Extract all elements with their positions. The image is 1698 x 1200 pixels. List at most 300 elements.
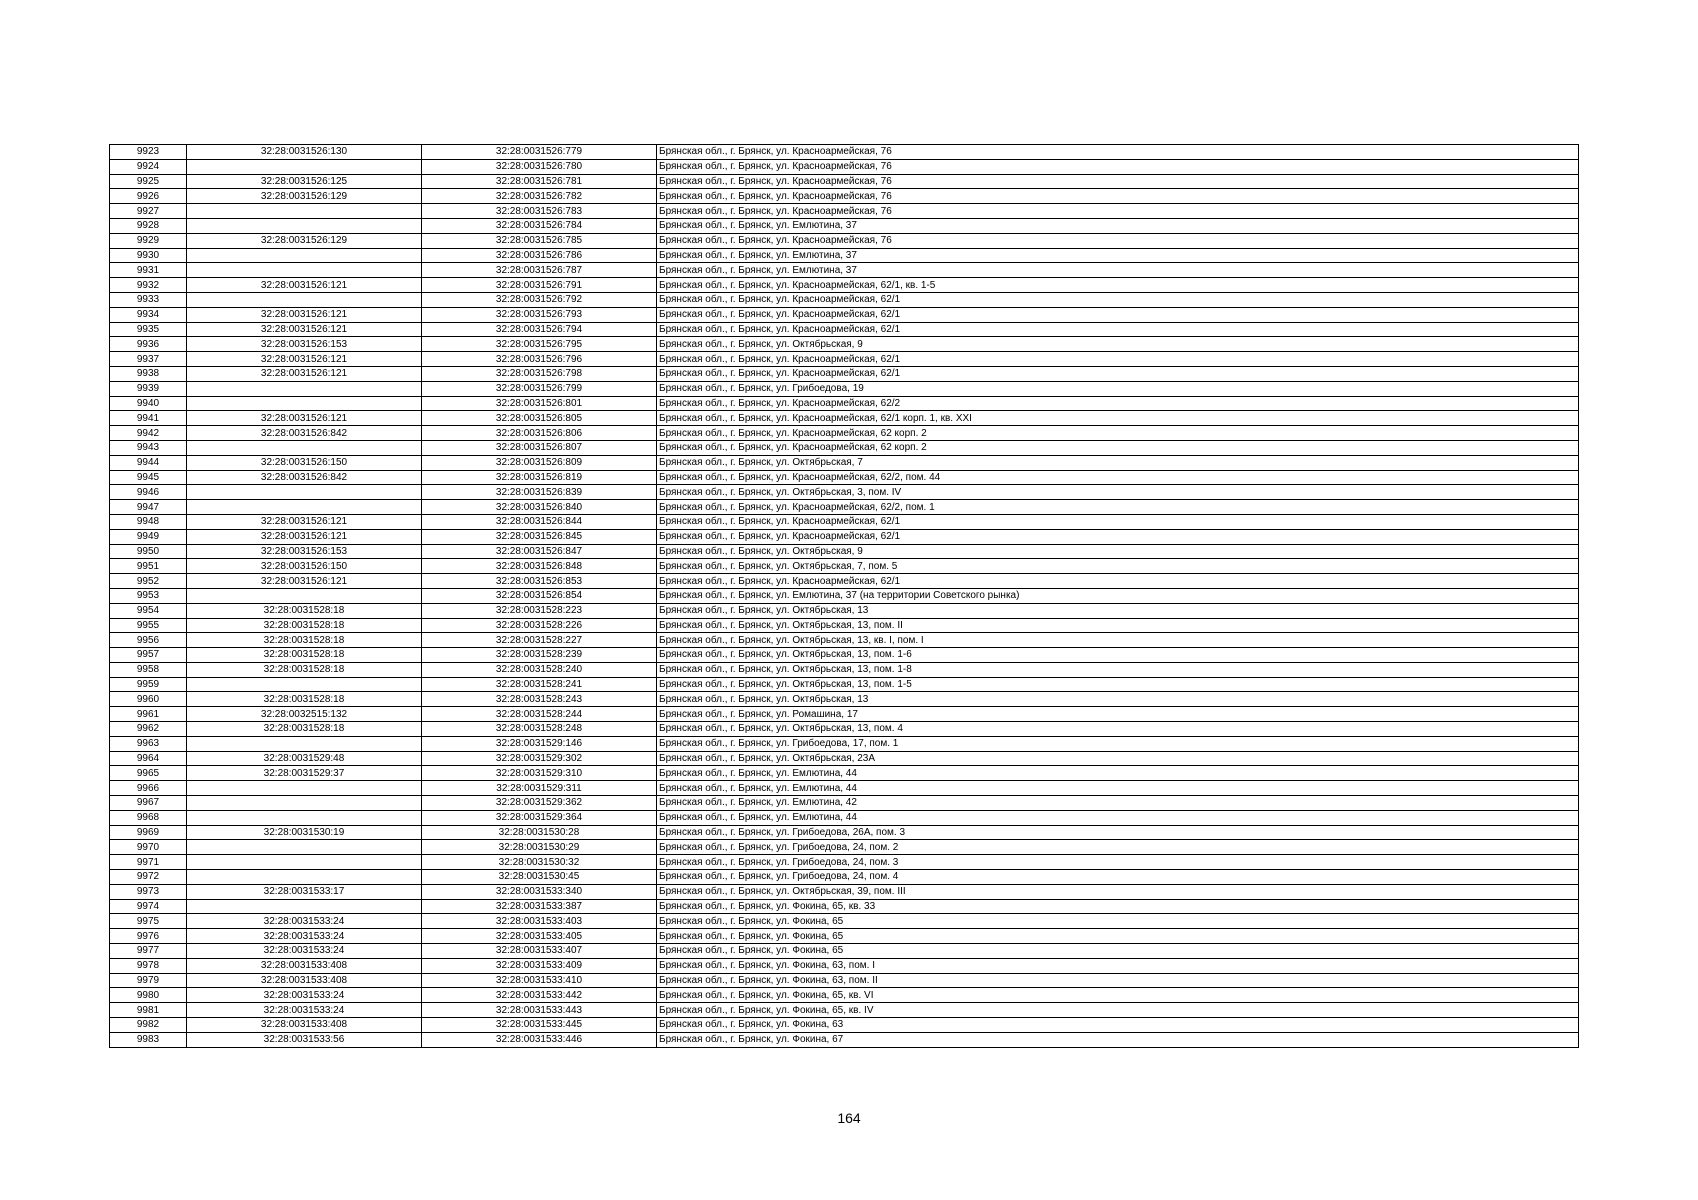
address-cell: Брянская обл., г. Брянск, ул. Емлютина, 44 xyxy=(657,766,1579,781)
row-number-cell: 9950 xyxy=(110,544,187,559)
parent-cadastral-number-cell: 32:28:0031526:121 xyxy=(187,322,422,337)
address-cell: Брянская обл., г. Брянск, ул. Красноармейская, 76 xyxy=(657,145,1579,160)
parent-cadastral-number-cell: 32:28:0031533:56 xyxy=(187,1032,422,1047)
table-row xyxy=(110,381,1579,396)
parent-cadastral-number-cell: 32:28:0031533:24 xyxy=(187,914,422,929)
row-number-cell: 9972 xyxy=(110,870,187,885)
row-number-cell: 9934 xyxy=(110,307,187,322)
cadastral-number-cell: 32:28:0031533:407 xyxy=(422,944,657,959)
cadastral-number-cell: 32:28:0031528:248 xyxy=(422,722,657,737)
parent-cadastral-number-cell: 32:28:0031528:18 xyxy=(187,603,422,618)
parent-cadastral-number-cell: 32:28:0031528:18 xyxy=(187,662,422,677)
row-number-cell: 9944 xyxy=(110,455,187,470)
table-row xyxy=(110,278,1579,293)
cadastral-number-cell: 32:28:0031529:302 xyxy=(422,751,657,766)
table-row xyxy=(110,810,1579,825)
cadastral-number-cell: 32:28:0031530:28 xyxy=(422,825,657,840)
table-row xyxy=(110,218,1579,233)
cadastral-number-cell: 32:28:0031526:799 xyxy=(422,381,657,396)
cadastral-number-cell: 32:28:0031526:798 xyxy=(422,366,657,381)
table-row xyxy=(110,440,1579,455)
address-cell: Брянская обл., г. Брянск, ул. Емлютина, 44 xyxy=(657,781,1579,796)
table-row xyxy=(110,337,1579,352)
parent-cadastral-number-cell xyxy=(187,677,422,692)
parent-cadastral-number-cell xyxy=(187,248,422,263)
parent-cadastral-number-cell xyxy=(187,899,422,914)
cadastral-number-cell: 32:28:0031528:223 xyxy=(422,603,657,618)
table-row xyxy=(110,662,1579,677)
address-cell: Брянская обл., г. Брянск, ул. Октябрьская, 13, кв. I, пом. I xyxy=(657,633,1579,648)
row-number-cell: 9973 xyxy=(110,884,187,899)
parent-cadastral-number-cell: 32:28:0031526:121 xyxy=(187,366,422,381)
row-number-cell: 9924 xyxy=(110,159,187,174)
parent-cadastral-number-cell: 32:28:0031528:18 xyxy=(187,618,422,633)
cadastral-number-cell: 32:28:0031526:839 xyxy=(422,485,657,500)
table-row xyxy=(110,145,1579,160)
address-cell: Брянская обл., г. Брянск, ул. Октябрьская, 9 xyxy=(657,544,1579,559)
cadastral-number-cell: 32:28:0031526:854 xyxy=(422,588,657,603)
cadastral-number-cell: 32:28:0031526:783 xyxy=(422,204,657,219)
cadastral-number-cell: 32:28:0031526:780 xyxy=(422,159,657,174)
row-number-cell: 9983 xyxy=(110,1032,187,1047)
row-number-cell: 9952 xyxy=(110,574,187,589)
cadastral-number-cell: 32:28:0031529:362 xyxy=(422,796,657,811)
table-row xyxy=(110,944,1579,959)
cadastral-number-cell: 32:28:0031526:848 xyxy=(422,559,657,574)
row-number-cell: 9980 xyxy=(110,988,187,1003)
address-cell: Брянская обл., г. Брянск, ул. Фокина, 63, пом. I xyxy=(657,958,1579,973)
cadastral-table-body xyxy=(110,145,1579,1048)
cadastral-number-cell: 32:28:0031533:340 xyxy=(422,884,657,899)
cadastral-number-cell: 32:28:0031530:29 xyxy=(422,840,657,855)
parent-cadastral-number-cell: 32:28:0031533:24 xyxy=(187,1003,422,1018)
parent-cadastral-number-cell: 32:28:0031533:24 xyxy=(187,944,422,959)
address-cell: Брянская обл., г. Брянск, ул. Емлютина, 37 (на территории Советского рынка) xyxy=(657,588,1579,603)
cadastral-number-cell: 32:28:0031529:146 xyxy=(422,736,657,751)
parent-cadastral-number-cell: 32:28:0031530:19 xyxy=(187,825,422,840)
address-cell: Брянская обл., г. Брянск, ул. Фокина, 63 xyxy=(657,1018,1579,1033)
table-row xyxy=(110,485,1579,500)
row-number-cell: 9979 xyxy=(110,973,187,988)
cadastral-number-cell: 32:28:0031533:446 xyxy=(422,1032,657,1047)
table-row xyxy=(110,574,1579,589)
row-number-cell: 9971 xyxy=(110,855,187,870)
row-number-cell: 9926 xyxy=(110,189,187,204)
cadastral-number-cell: 32:28:0031526:806 xyxy=(422,426,657,441)
row-number-cell: 9976 xyxy=(110,929,187,944)
address-cell: Брянская обл., г. Брянск, ул. Емлютина, 37 xyxy=(657,248,1579,263)
address-cell: Брянская обл., г. Брянск, ул. Емлютина, 37 xyxy=(657,263,1579,278)
row-number-cell: 9946 xyxy=(110,485,187,500)
parent-cadastral-number-cell: 32:28:0031533:24 xyxy=(187,929,422,944)
parent-cadastral-number-cell xyxy=(187,159,422,174)
table-row xyxy=(110,559,1579,574)
address-cell: Брянская обл., г. Брянск, ул. Красноармейская, 62/2, пом. 44 xyxy=(657,470,1579,485)
row-number-cell: 9930 xyxy=(110,248,187,263)
address-cell: Брянская обл., г. Брянск, ул. Октябрьская, 13 xyxy=(657,692,1579,707)
row-number-cell: 9969 xyxy=(110,825,187,840)
cadastral-number-cell: 32:28:0031526:785 xyxy=(422,233,657,248)
cadastral-number-cell: 32:28:0031526:795 xyxy=(422,337,657,352)
table-row xyxy=(110,263,1579,278)
parent-cadastral-number-cell: 32:28:0031533:24 xyxy=(187,988,422,1003)
table-row xyxy=(110,603,1579,618)
cadastral-number-cell: 32:28:0031533:409 xyxy=(422,958,657,973)
row-number-cell: 9936 xyxy=(110,337,187,352)
table-row xyxy=(110,352,1579,367)
table-row xyxy=(110,233,1579,248)
cadastral-number-cell: 32:28:0031528:243 xyxy=(422,692,657,707)
parent-cadastral-number-cell xyxy=(187,588,422,603)
row-number-cell: 9929 xyxy=(110,233,187,248)
row-number-cell: 9964 xyxy=(110,751,187,766)
table-row xyxy=(110,455,1579,470)
address-cell: Брянская обл., г. Брянск, ул. Красноармейская, 62/1 xyxy=(657,529,1579,544)
table-row xyxy=(110,396,1579,411)
address-cell: Брянская обл., г. Брянск, ул. Красноармейская, 62/1 xyxy=(657,514,1579,529)
row-number-cell: 9955 xyxy=(110,618,187,633)
cadastral-number-cell: 32:28:0031533:442 xyxy=(422,988,657,1003)
address-cell: Брянская обл., г. Брянск, ул. Грибоедова, 26А, пом. 3 xyxy=(657,825,1579,840)
parent-cadastral-number-cell xyxy=(187,796,422,811)
table-row xyxy=(110,899,1579,914)
row-number-cell: 9937 xyxy=(110,352,187,367)
address-cell: Брянская обл., г. Брянск, ул. Красноармейская, 62/1, кв. 1-5 xyxy=(657,278,1579,293)
table-row xyxy=(110,366,1579,381)
parent-cadastral-number-cell: 32:28:0031529:37 xyxy=(187,766,422,781)
address-cell: Брянская обл., г. Брянск, ул. Фокина, 65, кв. IV xyxy=(657,1003,1579,1018)
table-row xyxy=(110,1032,1579,1047)
address-cell: Брянская обл., г. Брянск, ул. Октябрьская, 13, пом. 1-6 xyxy=(657,648,1579,663)
address-cell: Брянская обл., г. Брянск, ул. Емлютина, 37 xyxy=(657,218,1579,233)
address-cell: Брянская обл., г. Брянск, ул. Фокина, 67 xyxy=(657,1032,1579,1047)
row-number-cell: 9956 xyxy=(110,633,187,648)
row-number-cell: 9940 xyxy=(110,396,187,411)
table-row xyxy=(110,514,1579,529)
cadastral-number-cell: 32:28:0031529:311 xyxy=(422,781,657,796)
address-cell: Брянская обл., г. Брянск, ул. Красноармейская, 76 xyxy=(657,233,1579,248)
address-cell: Брянская обл., г. Брянск, ул. Фокина, 65, кв. VI xyxy=(657,988,1579,1003)
table-row xyxy=(110,588,1579,603)
row-number-cell: 9923 xyxy=(110,145,187,160)
address-cell: Брянская обл., г. Брянск, ул. Красноармейская, 62/1 корп. 1, кв. XXI xyxy=(657,411,1579,426)
address-cell: Брянская обл., г. Брянск, ул. Красноармейская, 62/1 xyxy=(657,574,1579,589)
row-number-cell: 9953 xyxy=(110,588,187,603)
table-row xyxy=(110,633,1579,648)
cadastral-number-cell: 32:28:0031533:387 xyxy=(422,899,657,914)
table-row xyxy=(110,988,1579,1003)
parent-cadastral-number-cell: 32:28:0031526:121 xyxy=(187,529,422,544)
address-cell: Брянская обл., г. Брянск, ул. Красноармейская, 76 xyxy=(657,204,1579,219)
cadastral-number-cell: 32:28:0031528:227 xyxy=(422,633,657,648)
cadastral-number-cell: 32:28:0031528:240 xyxy=(422,662,657,677)
parent-cadastral-number-cell xyxy=(187,396,422,411)
table-row xyxy=(110,884,1579,899)
row-number-cell: 9931 xyxy=(110,263,187,278)
parent-cadastral-number-cell: 32:28:0031526:842 xyxy=(187,470,422,485)
parent-cadastral-number-cell xyxy=(187,840,422,855)
cadastral-number-cell: 32:28:0031528:241 xyxy=(422,677,657,692)
parent-cadastral-number-cell xyxy=(187,381,422,396)
address-cell: Брянская обл., г. Брянск, ул. Фокина, 65 xyxy=(657,944,1579,959)
row-number-cell: 9970 xyxy=(110,840,187,855)
row-number-cell: 9935 xyxy=(110,322,187,337)
cadastral-number-cell: 32:28:0031528:244 xyxy=(422,707,657,722)
address-cell: Брянская обл., г. Брянск, ул. Октябрьская, 13, пом. 1-8 xyxy=(657,662,1579,677)
parent-cadastral-number-cell: 32:28:0031526:121 xyxy=(187,514,422,529)
cadastral-number-cell: 32:28:0031533:405 xyxy=(422,929,657,944)
table-row xyxy=(110,914,1579,929)
row-number-cell: 9939 xyxy=(110,381,187,396)
cadastral-number-cell: 32:28:0031526:845 xyxy=(422,529,657,544)
cadastral-number-cell: 32:28:0031526:853 xyxy=(422,574,657,589)
address-cell: Брянская обл., г. Брянск, ул. Красноармейская, 76 xyxy=(657,189,1579,204)
address-cell: Брянская обл., г. Брянск, ул. Фокина, 65, кв. 33 xyxy=(657,899,1579,914)
address-cell: Брянская обл., г. Брянск, ул. Емлютина, 44 xyxy=(657,810,1579,825)
row-number-cell: 9965 xyxy=(110,766,187,781)
row-number-cell: 9963 xyxy=(110,736,187,751)
cadastral-number-cell: 32:28:0031526:784 xyxy=(422,218,657,233)
table-row xyxy=(110,159,1579,174)
table-row xyxy=(110,870,1579,885)
row-number-cell: 9925 xyxy=(110,174,187,189)
table-row xyxy=(110,1003,1579,1018)
table-row xyxy=(110,618,1579,633)
cadastral-number-cell: 32:28:0031526:840 xyxy=(422,500,657,515)
cadastral-number-cell: 32:28:0031526:779 xyxy=(422,145,657,160)
cadastral-number-cell: 32:28:0031526:793 xyxy=(422,307,657,322)
address-cell: Брянская обл., г. Брянск, ул. Фокина, 65 xyxy=(657,929,1579,944)
address-cell: Брянская обл., г. Брянск, ул. Красноармейская, 62/2, пом. 1 xyxy=(657,500,1579,515)
row-number-cell: 9960 xyxy=(110,692,187,707)
parent-cadastral-number-cell: 32:28:0031528:18 xyxy=(187,692,422,707)
address-cell: Брянская обл., г. Брянск, ул. Грибоедова, 24, пом. 3 xyxy=(657,855,1579,870)
table-row xyxy=(110,248,1579,263)
parent-cadastral-number-cell: 32:28:0031526:121 xyxy=(187,411,422,426)
address-cell: Брянская обл., г. Брянск, ул. Грибоедова, 24, пом. 2 xyxy=(657,840,1579,855)
address-cell: Брянская обл., г. Брянск, ул. Грибоедова, 17, пом. 1 xyxy=(657,736,1579,751)
parent-cadastral-number-cell xyxy=(187,810,422,825)
cadastral-number-cell: 32:28:0031526:807 xyxy=(422,440,657,455)
table-row xyxy=(110,781,1579,796)
table-row xyxy=(110,736,1579,751)
table-row xyxy=(110,973,1579,988)
row-number-cell: 9957 xyxy=(110,648,187,663)
parent-cadastral-number-cell xyxy=(187,263,422,278)
parent-cadastral-number-cell: 32:28:0031526:121 xyxy=(187,574,422,589)
cadastral-number-cell: 32:28:0031529:364 xyxy=(422,810,657,825)
address-cell: Брянская обл., г. Брянск, ул. Красноармейская, 62 корп. 2 xyxy=(657,440,1579,455)
table-row xyxy=(110,204,1579,219)
address-cell: Брянская обл., г. Брянск, ул. Октябрьская, 3, пом. IV xyxy=(657,485,1579,500)
parent-cadastral-number-cell: 32:28:0031533:408 xyxy=(187,973,422,988)
cadastral-number-cell: 32:28:0031526:787 xyxy=(422,263,657,278)
parent-cadastral-number-cell: 32:28:0031533:408 xyxy=(187,1018,422,1033)
address-cell: Брянская обл., г. Брянск, ул. Октябрьская, 7 xyxy=(657,455,1579,470)
table-row xyxy=(110,796,1579,811)
address-cell: Брянская обл., г. Брянск, ул. Грибоедова, 24, пом. 4 xyxy=(657,870,1579,885)
address-cell: Брянская обл., г. Брянск, ул. Фокина, 63, пом. II xyxy=(657,973,1579,988)
cadastral-number-cell: 32:28:0031533:403 xyxy=(422,914,657,929)
row-number-cell: 9958 xyxy=(110,662,187,677)
cadastral-number-cell: 32:28:0031528:226 xyxy=(422,618,657,633)
cadastral-number-cell: 32:28:0031533:445 xyxy=(422,1018,657,1033)
row-number-cell: 9941 xyxy=(110,411,187,426)
cadastral-number-cell: 32:28:0031526:786 xyxy=(422,248,657,263)
row-number-cell: 9928 xyxy=(110,218,187,233)
row-number-cell: 9948 xyxy=(110,514,187,529)
address-cell: Брянская обл., г. Брянск, ул. Октябрьская, 13, пом. II xyxy=(657,618,1579,633)
address-cell: Брянская обл., г. Брянск, ул. Октябрьская, 39, пом. III xyxy=(657,884,1579,899)
table-row xyxy=(110,929,1579,944)
row-number-cell: 9982 xyxy=(110,1018,187,1033)
row-number-cell: 9962 xyxy=(110,722,187,737)
cadastral-number-cell: 32:28:0031526:805 xyxy=(422,411,657,426)
cadastral-number-cell: 32:28:0031526:781 xyxy=(422,174,657,189)
table-row xyxy=(110,692,1579,707)
table-row xyxy=(110,677,1579,692)
table-row xyxy=(110,855,1579,870)
parent-cadastral-number-cell: 32:28:0031528:18 xyxy=(187,633,422,648)
parent-cadastral-number-cell xyxy=(187,485,422,500)
address-cell: Брянская обл., г. Брянск, ул. Красноармейская, 62/1 xyxy=(657,322,1579,337)
address-cell: Брянская обл., г. Брянск, ул. Красноармейская, 62/2 xyxy=(657,396,1579,411)
parent-cadastral-number-cell xyxy=(187,204,422,219)
cadastral-number-cell: 32:28:0031526:782 xyxy=(422,189,657,204)
row-number-cell: 9977 xyxy=(110,944,187,959)
table-row xyxy=(110,292,1579,307)
address-cell: Брянская обл., г. Брянск, ул. Октябрьская, 7, пом. 5 xyxy=(657,559,1579,574)
parent-cadastral-number-cell: 32:28:0031528:18 xyxy=(187,722,422,737)
table-row xyxy=(110,544,1579,559)
parent-cadastral-number-cell xyxy=(187,500,422,515)
table-row xyxy=(110,470,1579,485)
cadastral-number-cell: 32:28:0031526:844 xyxy=(422,514,657,529)
parent-cadastral-number-cell: 32:28:0031526:842 xyxy=(187,426,422,441)
table-row xyxy=(110,307,1579,322)
cadastral-number-cell: 32:28:0031528:239 xyxy=(422,648,657,663)
parent-cadastral-number-cell: 32:28:0031526:121 xyxy=(187,278,422,293)
table-row xyxy=(110,722,1579,737)
address-cell: Брянская обл., г. Брянск, ул. Красноармейская, 62/1 xyxy=(657,307,1579,322)
address-cell: Брянская обл., г. Брянск, ул. Красноармейская, 62/1 xyxy=(657,352,1579,367)
table-row xyxy=(110,751,1579,766)
parent-cadastral-number-cell: 32:28:0031533:408 xyxy=(187,958,422,973)
cadastral-number-cell: 32:28:0031526:794 xyxy=(422,322,657,337)
parent-cadastral-number-cell: 32:28:0031526:150 xyxy=(187,559,422,574)
address-cell: Брянская обл., г. Брянск, ул. Емлютина, 42 xyxy=(657,796,1579,811)
row-number-cell: 9974 xyxy=(110,899,187,914)
parent-cadastral-number-cell: 32:28:0031529:48 xyxy=(187,751,422,766)
address-cell: Брянская обл., г. Брянск, ул. Красноармейская, 76 xyxy=(657,159,1579,174)
table-row xyxy=(110,500,1579,515)
row-number-cell: 9932 xyxy=(110,278,187,293)
parent-cadastral-number-cell: 32:28:0031526:153 xyxy=(187,337,422,352)
cadastral-number-cell: 32:28:0031526:809 xyxy=(422,455,657,470)
row-number-cell: 9968 xyxy=(110,810,187,825)
address-cell: Брянская обл., г. Брянск, ул. Октябрьская, 13 xyxy=(657,603,1579,618)
row-number-cell: 9951 xyxy=(110,559,187,574)
row-number-cell: 9961 xyxy=(110,707,187,722)
parent-cadastral-number-cell xyxy=(187,440,422,455)
parent-cadastral-number-cell xyxy=(187,870,422,885)
row-number-cell: 9947 xyxy=(110,500,187,515)
row-number-cell: 9954 xyxy=(110,603,187,618)
table-row xyxy=(110,1018,1579,1033)
page-number: 164 xyxy=(837,1110,861,1126)
parent-cadastral-number-cell: 32:28:0031526:121 xyxy=(187,307,422,322)
cadastral-number-cell: 32:28:0031526:847 xyxy=(422,544,657,559)
parent-cadastral-number-cell: 32:28:0031526:129 xyxy=(187,233,422,248)
parent-cadastral-number-cell xyxy=(187,855,422,870)
parent-cadastral-number-cell xyxy=(187,292,422,307)
parent-cadastral-number-cell: 32:28:0031526:150 xyxy=(187,455,422,470)
table-row xyxy=(110,189,1579,204)
cadastral-number-cell: 32:28:0031526:819 xyxy=(422,470,657,485)
cadastral-number-cell: 32:28:0031533:443 xyxy=(422,1003,657,1018)
row-number-cell: 9966 xyxy=(110,781,187,796)
table-row xyxy=(110,766,1579,781)
cadastral-number-cell: 32:28:0031526:796 xyxy=(422,352,657,367)
parent-cadastral-number-cell xyxy=(187,736,422,751)
cadastral-number-cell: 32:28:0031530:45 xyxy=(422,870,657,885)
table-row xyxy=(110,411,1579,426)
parent-cadastral-number-cell: 32:28:0031526:125 xyxy=(187,174,422,189)
address-cell: Брянская обл., г. Брянск, ул. Ромашина, 17 xyxy=(657,707,1579,722)
address-cell: Брянская обл., г. Брянск, ул. Октябрьская, 13, пом. 4 xyxy=(657,722,1579,737)
row-number-cell: 9945 xyxy=(110,470,187,485)
address-cell: Брянская обл., г. Брянск, ул. Фокина, 65 xyxy=(657,914,1579,929)
parent-cadastral-number-cell: 32:28:0031526:121 xyxy=(187,352,422,367)
cadastral-number-cell: 32:28:0031533:410 xyxy=(422,973,657,988)
table-row xyxy=(110,322,1579,337)
table-row xyxy=(110,707,1579,722)
parent-cadastral-number-cell: 32:28:0031533:17 xyxy=(187,884,422,899)
address-cell: Брянская обл., г. Брянск, ул. Октябрьская, 9 xyxy=(657,337,1579,352)
row-number-cell: 9949 xyxy=(110,529,187,544)
table-row xyxy=(110,840,1579,855)
cadastral-number-cell: 32:28:0031526:801 xyxy=(422,396,657,411)
row-number-cell: 9943 xyxy=(110,440,187,455)
cadastral-number-cell: 32:28:0031526:791 xyxy=(422,278,657,293)
row-number-cell: 9938 xyxy=(110,366,187,381)
row-number-cell: 9927 xyxy=(110,204,187,219)
table-row xyxy=(110,174,1579,189)
parent-cadastral-number-cell: 32:28:0032515:132 xyxy=(187,707,422,722)
row-number-cell: 9967 xyxy=(110,796,187,811)
parent-cadastral-number-cell: 32:28:0031526:129 xyxy=(187,189,422,204)
table-row xyxy=(110,648,1579,663)
parent-cadastral-number-cell xyxy=(187,781,422,796)
address-cell: Брянская обл., г. Брянск, ул. Красноармейская, 62/1 xyxy=(657,292,1579,307)
address-cell: Брянская обл., г. Брянск, ул. Октябрьская, 23А xyxy=(657,751,1579,766)
address-cell: Брянская обл., г. Брянск, ул. Красноармейская, 62/1 xyxy=(657,366,1579,381)
cadastral-number-cell: 32:28:0031530:32 xyxy=(422,855,657,870)
parent-cadastral-number-cell: 32:28:0031526:130 xyxy=(187,145,422,160)
table-row xyxy=(110,958,1579,973)
table-row xyxy=(110,426,1579,441)
row-number-cell: 9959 xyxy=(110,677,187,692)
address-cell: Брянская обл., г. Брянск, ул. Грибоедова, 19 xyxy=(657,381,1579,396)
parent-cadastral-number-cell: 32:28:0031526:153 xyxy=(187,544,422,559)
row-number-cell: 9975 xyxy=(110,914,187,929)
table-row xyxy=(110,825,1579,840)
cadastral-number-cell: 32:28:0031526:792 xyxy=(422,292,657,307)
row-number-cell: 9933 xyxy=(110,292,187,307)
address-cell: Брянская обл., г. Брянск, ул. Октябрьская, 13, пом. 1-5 xyxy=(657,677,1579,692)
table-row xyxy=(110,529,1579,544)
cadastral-number-cell: 32:28:0031529:310 xyxy=(422,766,657,781)
